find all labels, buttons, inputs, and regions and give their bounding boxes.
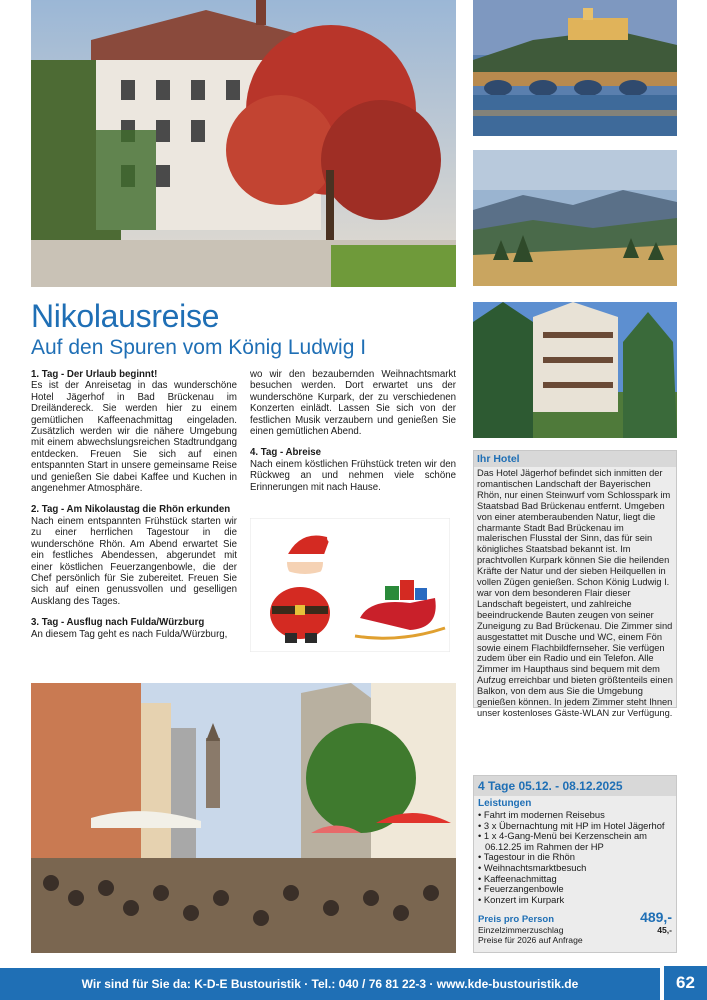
- day2-text: Nach einem entspannten Frühstück starten wir zu einer herrlichen Tagestour in die wunderschöne Rhön. Am Abend erwartet Sie ein festliches Abendessen, abgerundet mit einer köstlichen Feuerzangenbowle, die der Chef persönlich für Sie zubereitet. Freuen Sie sich auf einen genussvollen und geselligen Ausklang des Tages.: [31, 515, 237, 607]
- services-heading: Leistungen: [478, 798, 532, 809]
- hotel-info-text: Das Hotel Jägerhof befindet sich inmitten der romantischen Landschaft der Bayerischen Rhön, nur einen Steinwurf vom Schlosspark im Staatsbad Bad Brückenau entfernt. Umgeben von einer atemberaubenden Natur, liegt die charmante Stadt Bad Brückenau im malerischen Flusstal der Sinn, das für sein königliches Staatsbad bekannt ist. Im prachtvollen Kurpark können Sie die heilenden Kräfte der Natur und der sieben Heilquellen in vollen Zügen genießen. Schon König Ludwig I. war von dem besonderen Flair dieser Landschaft begeistert, und zahlreiche beeindruckende Bauten zeugen von seiner Zuneigung zu Bad Brückenau. Die Zimmer sind ausgestattet mit Dusche und WC, einem Fön sowie einem Flachbildfernseher. Sie verfügen zudem über ein Radio und ein Telefon. Alle Zimmer im Haupthaus sind bequem mit dem Aufzug erreichbar und bieten größtenteils einen Balkon, von dem aus Sie die Umgebung genießen können. In jedem Zimmer steht Ihnen unser kostenloses Gäste-WLAN zur Verfügung.: [477, 468, 673, 718]
- price-label: Preis pro Person: [478, 914, 555, 926]
- page-subtitle: Auf den Spuren vom König Ludwig I: [31, 336, 367, 359]
- page-number: 62: [664, 966, 707, 1000]
- itinerary-column-left: [31, 369, 237, 650]
- page-title: Nikolausreise: [31, 298, 220, 334]
- single-room-row: [474, 925, 676, 935]
- hotel-exterior-photo: [31, 0, 456, 287]
- day4-text: Nach einem köstlichen Frühstück treten wir den Rückweg an und nehmen viele schöne Erinnerungen mit nach Hause.: [250, 458, 456, 493]
- service-item: • Fahrt im modernen Reisebus: [478, 810, 672, 821]
- service-item: • 1 x 4-Gang-Menü bei Kerzenschein am 06.12.25 im Rahmen der HP: [478, 831, 672, 852]
- day3-text: An diesem Tag geht es nach Fulda/Würzburg,: [31, 628, 228, 640]
- castle-bridge-photo: [473, 0, 677, 136]
- itinerary-column-right: [250, 369, 456, 503]
- service-item: • Tagestour in die Rhön: [478, 852, 672, 863]
- price-value: 489,-: [640, 909, 672, 926]
- services-list: [474, 810, 676, 905]
- day3-text-continued: wo wir den bezaubernden Weihnachtsmarkt besuchen werden. Dort erwartet uns der wunderschöne Kurpark, der zu verschiedenen Konzerten einlädt. Lassen Sie sich von der festlichen Musik verzaubern und genießen Sie einen gemütlichen Abend.: [250, 369, 456, 438]
- hotel-building-photo: [473, 302, 677, 438]
- day4-heading: 4. Tag - Abreise: [250, 447, 322, 459]
- service-item: • Feuerzangenbowle: [478, 884, 672, 895]
- hotel-info-box: [473, 450, 677, 718]
- hotel-info-heading: Ihr Hotel: [474, 451, 676, 467]
- trip-dates: 4 Tage 05.12. - 08.12.2025: [474, 776, 676, 796]
- day3-heading: 3. Tag - Ausflug nach Fulda/Würzburg: [31, 617, 205, 629]
- trip-info-box: [473, 775, 677, 953]
- price-row: [474, 905, 676, 925]
- day2-heading: 2. Tag - Am Nikolaustag die Rhön erkunden: [31, 504, 231, 516]
- single-room-price: 45,-: [657, 925, 672, 936]
- old-town-street-photo: [31, 683, 456, 953]
- single-room-label: Einzelzimmerzuschlag: [478, 925, 564, 936]
- service-item: • Weihnachtsmarktbesuch: [478, 863, 672, 874]
- day1-heading: 1. Tag - Der Urlaub beginnt!: [31, 369, 158, 380]
- price-note-row: [474, 935, 676, 945]
- service-item: • 3 x Übernachtung mit HP im Hotel Jägerhof: [478, 821, 672, 832]
- rhoen-landscape-photo: [473, 150, 677, 286]
- price-note: Preise für 2026 auf Anfrage: [478, 935, 583, 946]
- santa-sleigh-illustration: [250, 518, 450, 652]
- service-item: • Konzert im Kurpark: [478, 895, 672, 906]
- day1-text: Es ist der Anreisetag in das wunderschöne Hotel Jägerhof in Bad Brückenau im Dreiländereck. Sie werden hier zu einem gemütlichen Kaffeenachmittag eingeladen. Zusätzlich werden wir die nähere Umgebung mit einem abwechslungsreichen Stadtrundgang entdecken. Freuen Sie sich auf einen entspannten Start in unsere gemeinsame Reise und genießen Sie dabei Kaffee und Kuchen in angenehmer Atmosphäre.: [31, 380, 237, 495]
- service-item: • Kaffeenachmittag: [478, 874, 672, 885]
- footer-contact-bar: Wir sind für Sie da: K-D-E Bustouristik · Tel.: 040 / 76 81 22-3 · www.kde-bustouristik.de: [0, 968, 660, 1000]
